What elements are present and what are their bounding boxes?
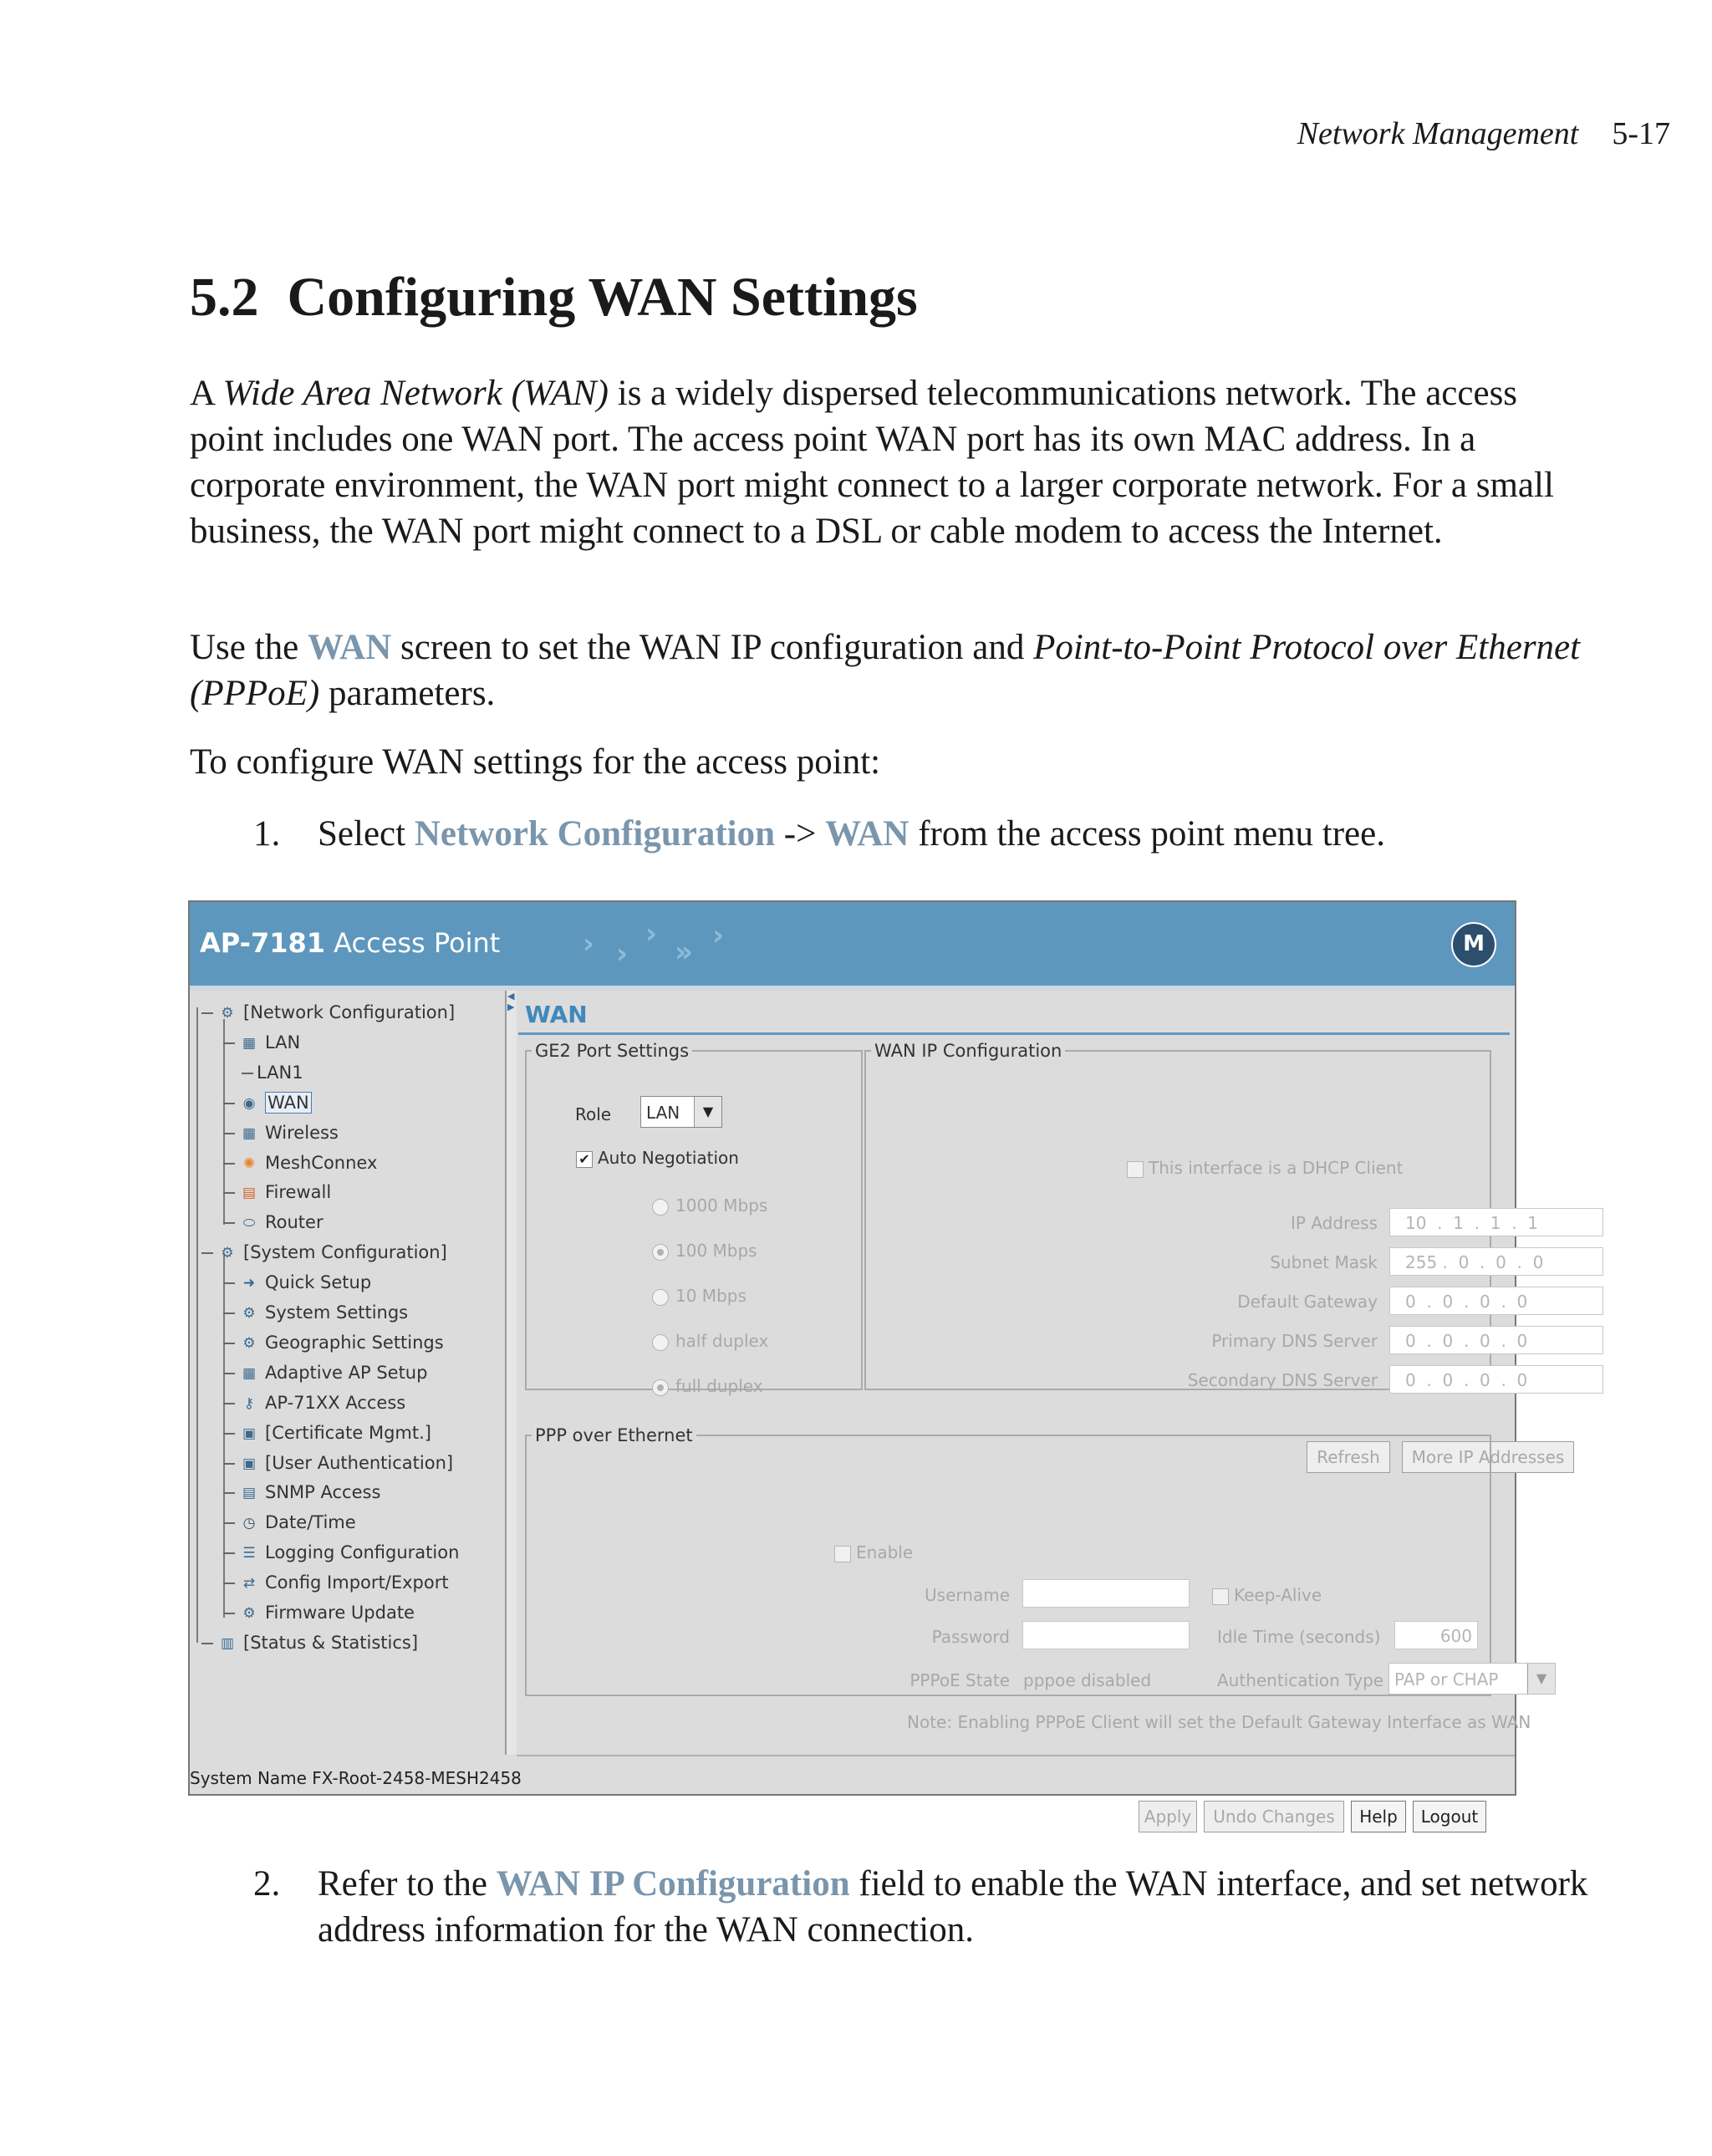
enable-label: Enable xyxy=(856,1542,914,1562)
app-title xyxy=(200,927,500,959)
tree-item[interactable] xyxy=(223,1271,371,1294)
chart-icon: ▥ xyxy=(220,1634,235,1652)
text: -> xyxy=(775,814,826,854)
mesh-icon: ✺ xyxy=(242,1154,256,1172)
ip-address-input[interactable]: 255 . 0 . 0 . 0 xyxy=(1389,1247,1603,1276)
keyword-wan: WAN xyxy=(825,814,910,854)
speed-radio[interactable] xyxy=(652,1376,763,1396)
speed-label: half duplex xyxy=(675,1331,769,1351)
ppp-over-ethernet-group xyxy=(525,1425,1491,1696)
tree-item-label: SNMP Access xyxy=(265,1482,381,1503)
tree-connector xyxy=(223,1373,235,1374)
tree-item-label: Firewall xyxy=(265,1182,332,1203)
tree-item-label: Logging Configuration xyxy=(265,1542,460,1563)
ip-address-input[interactable]: 0 . 0 . 0 . 0 xyxy=(1389,1287,1603,1315)
tree-item[interactable] xyxy=(223,1601,415,1624)
tree-item-label: [System Configuration] xyxy=(243,1242,447,1263)
role-select[interactable] xyxy=(640,1096,722,1128)
tree-connector xyxy=(223,1103,235,1104)
ip-field-label: IP Address xyxy=(1291,1213,1378,1233)
tree-item[interactable] xyxy=(201,1241,447,1264)
tree-item[interactable] xyxy=(242,1061,303,1084)
app-model: AP-7181 xyxy=(200,927,325,959)
help-button[interactable]: Help xyxy=(1351,1801,1406,1832)
geo-icon: ⚙ xyxy=(242,1334,256,1352)
tree-item[interactable] xyxy=(223,1421,431,1445)
lan-icon: ▦ xyxy=(242,1034,257,1052)
tree-item[interactable] xyxy=(223,1031,300,1054)
speed-label: 100 Mbps xyxy=(675,1241,757,1261)
tree-item-label: WAN xyxy=(265,1092,312,1114)
term-pppoe: Point-to-Point Protocol over Ethernet (PPPoE) xyxy=(190,628,1581,713)
app-banner xyxy=(190,902,1515,986)
text: Select xyxy=(318,814,415,854)
ip-address-input[interactable]: 10 . 1 . 1 . 1 xyxy=(1389,1208,1603,1236)
panel-title: WAN xyxy=(525,1001,588,1028)
firewall-icon: ▤ xyxy=(242,1185,257,1202)
text: screen to set the WAN IP configuration and xyxy=(391,628,1034,667)
tree-item[interactable] xyxy=(223,1180,331,1204)
tree-item[interactable] xyxy=(223,1571,449,1594)
dhcp-client-checkbox[interactable] xyxy=(1127,1158,1403,1178)
snmp-icon: ▤ xyxy=(242,1485,257,1502)
step-number: 2. xyxy=(253,1864,281,1904)
tree-item-label: [Network Configuration] xyxy=(243,1002,456,1022)
step-number: 1. xyxy=(253,814,281,854)
pppoe-state-label: PPPoE State xyxy=(910,1670,1010,1690)
settings-icon: ⚙ xyxy=(242,1305,256,1322)
user-auth-icon: ▣ xyxy=(242,1455,257,1472)
app-title-rest: Access Point xyxy=(325,927,501,959)
tree-item[interactable] xyxy=(223,1541,459,1564)
wan-globe-icon: ◉ xyxy=(242,1094,256,1112)
speed-label: full duplex xyxy=(675,1376,763,1396)
speed-radio[interactable] xyxy=(652,1286,746,1306)
tree-item-label: Config Import/Export xyxy=(265,1572,449,1593)
pppoe-enable-checkbox[interactable] xyxy=(834,1542,913,1562)
firmware-icon: ⚙ xyxy=(242,1605,256,1622)
arrow-icon: ➜ xyxy=(242,1275,256,1292)
paragraph-wan-screen xyxy=(190,624,1594,716)
running-header xyxy=(1297,115,1670,152)
speed-label: 10 Mbps xyxy=(675,1286,746,1306)
tree-item[interactable] xyxy=(223,1151,377,1175)
password-label: Password xyxy=(931,1627,1010,1647)
running-title: Network Management xyxy=(1297,116,1579,151)
tree-connector xyxy=(201,1252,213,1254)
tree-item-label: Router xyxy=(265,1212,324,1233)
chevron-decor-icon: » xyxy=(675,935,693,969)
tree-item[interactable] xyxy=(223,1481,380,1504)
text: A xyxy=(190,374,223,413)
tree-connector xyxy=(223,1522,235,1524)
tree-line xyxy=(196,1007,198,1643)
menu-tree xyxy=(190,991,507,1755)
tree-item[interactable] xyxy=(223,1121,339,1144)
tree-connector xyxy=(223,1133,235,1134)
radio-selected-icon[interactable] xyxy=(652,1244,669,1261)
keep-alive-checkbox[interactable] xyxy=(1212,1585,1322,1605)
tree-connector xyxy=(223,1282,235,1284)
chevron-decor-icon: › xyxy=(645,917,658,951)
collapse-left-icon[interactable]: ◀ xyxy=(507,991,515,1002)
keyword-wan: WAN xyxy=(307,628,392,667)
tree-connector xyxy=(201,1012,213,1014)
radio-icon[interactable] xyxy=(652,1334,669,1351)
username-label: Username xyxy=(925,1585,1010,1605)
tree-item-label: Quick Setup xyxy=(265,1272,372,1293)
authentication-type-label: Authentication Type xyxy=(1217,1670,1384,1690)
tree-connector xyxy=(223,1042,235,1044)
text: field to enable the WAN interface, and set network address information for the WAN connection. xyxy=(318,1864,1588,1950)
text: Use the xyxy=(190,628,308,667)
network-icon: ⚙ xyxy=(221,1005,234,1022)
tree-item-label: [Status & Statistics] xyxy=(243,1632,419,1653)
tree-item[interactable] xyxy=(223,1301,408,1324)
page-number: 5-17 xyxy=(1612,116,1670,151)
tree-item[interactable] xyxy=(223,1511,356,1534)
radio-icon[interactable] xyxy=(652,1289,669,1306)
tree-item[interactable] xyxy=(223,1331,444,1354)
tree-item-label: AP-71XX Access xyxy=(265,1392,406,1413)
import-export-icon: ⇄ xyxy=(242,1575,256,1593)
pppoe-note: Note: Enabling PPPoE Client will set the Default Gateway Interface as WAN xyxy=(907,1712,1531,1732)
tree-item[interactable] xyxy=(201,1631,418,1654)
tree-item[interactable] xyxy=(223,1211,324,1234)
expand-right-icon[interactable]: ▶ xyxy=(507,1002,515,1012)
idle-time-label: Idle Time (seconds) xyxy=(1217,1627,1381,1647)
divider xyxy=(518,1032,1510,1035)
key-icon: ⚷ xyxy=(243,1394,255,1412)
authentication-type-value: PAP or CHAP xyxy=(1394,1669,1499,1690)
clock-icon: ◷ xyxy=(242,1515,256,1532)
keep-alive-label: Keep-Alive xyxy=(1234,1585,1322,1605)
step-2 xyxy=(253,1861,1622,1953)
auto-negotiation-checkbox[interactable] xyxy=(576,1148,739,1168)
text: from the access point menu tree. xyxy=(909,814,1385,854)
tree-connector xyxy=(223,1163,235,1165)
tree-connector xyxy=(223,1403,235,1404)
radio-selected-icon[interactable] xyxy=(652,1379,669,1396)
dhcp-client-label: This interface is a DHCP Client xyxy=(1149,1158,1404,1178)
status-bar xyxy=(190,1755,1515,1792)
tree-connector xyxy=(223,1192,235,1194)
tree-item-label: Geographic Settings xyxy=(265,1332,444,1353)
group-legend: WAN IP Configuration xyxy=(874,1041,1062,1061)
chevron-decor-icon: › xyxy=(583,927,595,961)
tree-connector xyxy=(223,1613,235,1614)
tree-connector xyxy=(223,1583,235,1584)
role-label: Role xyxy=(575,1104,612,1124)
ip-field-label: Subnet Mask xyxy=(1270,1252,1378,1272)
tree-item-label: System Settings xyxy=(265,1302,409,1323)
motorola-logo-icon: M xyxy=(1451,922,1496,967)
speed-radio[interactable] xyxy=(652,1195,767,1216)
section-number: 5.2 xyxy=(190,267,259,328)
router-icon: ⬭ xyxy=(242,1215,256,1232)
splitter-handle[interactable] xyxy=(507,991,517,1755)
logout-button[interactable]: Logout xyxy=(1413,1801,1486,1832)
text: Refer to the xyxy=(318,1864,497,1904)
tree-item-label: Wireless xyxy=(265,1122,339,1143)
step-1 xyxy=(253,811,1622,857)
undo-changes-button[interactable]: Undo Changes xyxy=(1204,1801,1344,1832)
speed-label: 1000 Mbps xyxy=(675,1195,768,1216)
more-ip-addresses-button[interactable]: More IP Addresses xyxy=(1402,1441,1574,1473)
idle-time-input[interactable]: 600 xyxy=(1394,1621,1478,1649)
authentication-type-select[interactable] xyxy=(1388,1663,1556,1695)
tree-item[interactable] xyxy=(223,1361,427,1384)
keyword-network-configuration: Network Configuration xyxy=(414,814,776,854)
paragraph-intro xyxy=(190,370,1594,554)
tree-connector xyxy=(223,1552,235,1554)
tree-item-label: Firmware Update xyxy=(265,1603,415,1623)
tree-connector xyxy=(223,1492,235,1494)
step-text xyxy=(318,811,1622,857)
term-wan: Wide Area Network (WAN) xyxy=(222,374,609,413)
text: parameters. xyxy=(319,674,496,713)
radio-icon[interactable] xyxy=(652,1199,669,1216)
ip-address-input[interactable]: 0 . 0 . 0 . 0 xyxy=(1389,1326,1603,1354)
tree-connector xyxy=(223,1433,235,1435)
checkbox-icon[interactable] xyxy=(1212,1588,1229,1605)
ip-field-label: Primary DNS Server xyxy=(1211,1331,1378,1351)
tree-item-label: LAN1 xyxy=(257,1062,303,1083)
chevron-decor-icon: › xyxy=(712,919,725,952)
chevron-decor-icon: › xyxy=(616,937,629,971)
paragraph-instructions: To configure WAN settings for the access point: xyxy=(190,742,881,782)
text: is a widely dispersed telecommunications network. The access point includes one WAN port. The access point WAN port has its own MAC address. In a corporate environment, the WAN port might connect to a larger corporate network. For a small business, the WAN port might connect to a DSL or cable modem to access the Internet. xyxy=(190,374,1554,551)
tree-connector xyxy=(223,1312,235,1314)
wireless-icon: ▦ xyxy=(242,1124,257,1142)
ip-field-label: Secondary DNS Server xyxy=(1187,1370,1378,1390)
dropdown-arrow-icon[interactable]: ▼ xyxy=(1527,1664,1555,1694)
section-title: Configuring WAN Settings xyxy=(287,267,918,328)
adaptive-icon: ▦ xyxy=(242,1364,257,1382)
checkbox-icon[interactable] xyxy=(1127,1161,1144,1178)
tree-item-label: Date/Time xyxy=(265,1512,356,1533)
tree-connector xyxy=(242,1073,253,1074)
tree-item[interactable] xyxy=(201,1001,455,1024)
tree-item-label: LAN xyxy=(265,1032,301,1053)
tree-item-label: [Certificate Mgmt.] xyxy=(265,1422,431,1443)
section-heading xyxy=(190,266,918,329)
refresh-button[interactable]: Refresh xyxy=(1307,1441,1390,1473)
log-icon: ☰ xyxy=(242,1545,256,1562)
tree-item-label: [User Authentication] xyxy=(265,1452,454,1473)
auto-negotiation-label: Auto Negotiation xyxy=(598,1148,739,1168)
system-icon: ⚙ xyxy=(221,1245,234,1262)
tree-item-label: Adaptive AP Setup xyxy=(265,1362,428,1383)
speed-radio[interactable] xyxy=(652,1331,768,1351)
pppoe-state-value: pppoe disabled xyxy=(1023,1670,1152,1690)
username-input[interactable] xyxy=(1022,1579,1190,1608)
ip-field-label: Default Gateway xyxy=(1237,1292,1378,1312)
apply-button[interactable]: Apply xyxy=(1139,1801,1197,1832)
tree-connector xyxy=(223,1343,235,1344)
checkbox-icon[interactable] xyxy=(834,1546,851,1562)
keyword-wan-ip-configuration: WAN IP Configuration xyxy=(496,1864,850,1904)
ip-address-input[interactable]: 0 . 0 . 0 . 0 xyxy=(1389,1365,1603,1394)
speed-radio[interactable] xyxy=(652,1241,757,1261)
tree-item[interactable] xyxy=(223,1091,312,1114)
role-value: LAN xyxy=(646,1103,680,1123)
tree-connector xyxy=(201,1643,213,1644)
checkbox-checked-icon[interactable]: ✔ xyxy=(576,1151,593,1168)
tree-item[interactable] xyxy=(223,1451,453,1475)
wan-panel xyxy=(517,991,1565,1827)
tree-connector xyxy=(223,1463,235,1465)
wan-screenshot xyxy=(188,900,1565,1827)
group-legend: GE2 Port Settings xyxy=(535,1041,690,1061)
group-legend: PPP over Ethernet xyxy=(535,1425,693,1445)
dropdown-arrow-icon[interactable]: ▼ xyxy=(694,1097,721,1127)
password-input[interactable] xyxy=(1022,1621,1190,1649)
certificate-icon: ▣ xyxy=(242,1425,257,1442)
system-name: System Name FX-Root-2458-MESH2458 xyxy=(190,1768,522,1788)
step-text xyxy=(318,1861,1622,1953)
tree-item[interactable] xyxy=(223,1391,405,1414)
tree-item-label: MeshConnex xyxy=(265,1152,378,1173)
tree-connector xyxy=(223,1222,235,1224)
